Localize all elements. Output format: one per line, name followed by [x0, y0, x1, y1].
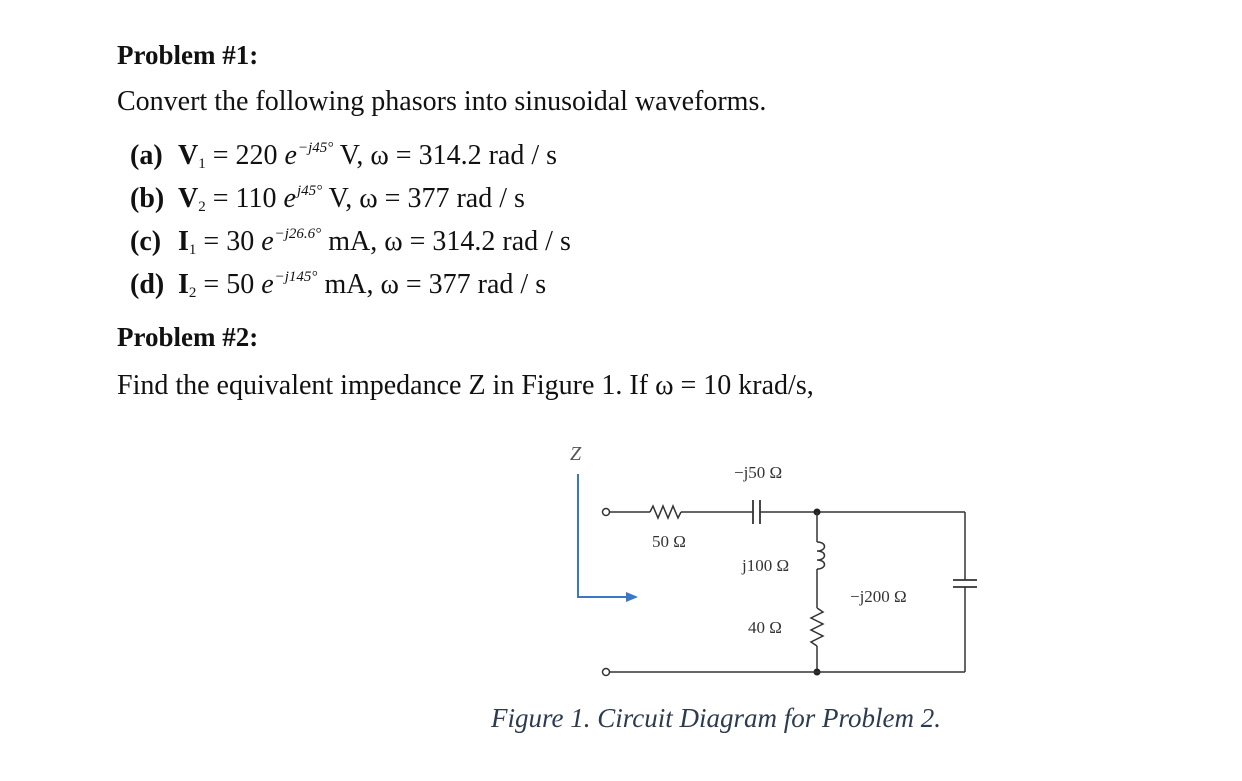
phasor-subscript: 1 — [188, 242, 197, 258]
problem2-heading: Problem #2: — [117, 322, 259, 352]
terminal-top — [603, 509, 610, 516]
phasor-subscript: 2 — [188, 285, 197, 301]
figure-caption: Figure 1. Circuit Diagram for Problem 2. — [491, 703, 941, 733]
phasor-magnitude: = 220 — [205, 140, 285, 171]
label-r-shunt: 40 Ω — [748, 618, 782, 637]
terminal-bottom — [603, 669, 610, 676]
phasor-angle: −j145° — [274, 269, 318, 285]
angular-frequency: ω = 314.2 rad / s — [384, 226, 571, 257]
phasor-magnitude: = 50 — [196, 269, 262, 300]
circuit-diagram — [560, 430, 1020, 690]
item-label: (a) — [130, 140, 163, 171]
phasor-unit: V, — [333, 140, 371, 171]
label-r-series: 50 Ω — [652, 532, 686, 551]
problem1-heading: Problem #1: — [117, 40, 259, 70]
angular-frequency: ω = 377 rad / s — [380, 269, 547, 300]
phasor-unit: mA, — [321, 226, 385, 257]
phasor-angle: −j45° — [297, 140, 334, 156]
phasor-subscript: 2 — [198, 199, 206, 215]
resistor-50-symbol — [650, 506, 681, 518]
phasor-magnitude: = 110 — [205, 183, 284, 214]
problem1-item — [130, 183, 525, 216]
label-cap-right: −j200 Ω — [850, 587, 907, 606]
z-label: Z — [570, 443, 582, 465]
item-label: (b) — [130, 183, 165, 214]
z-arrowhead — [626, 592, 638, 602]
phasor-angle: −j26.6° — [274, 226, 322, 242]
exp-base: e — [261, 226, 274, 257]
problem1-prompt: Convert the following phasors into sinusoidal waveforms. — [117, 86, 767, 117]
label-cap-top: −j50 Ω — [734, 463, 783, 482]
phasor-subscript: 1 — [198, 156, 206, 172]
label-inductor: j100 Ω — [742, 556, 790, 575]
z-arrow-line — [578, 474, 628, 597]
item-label: (d) — [130, 269, 165, 300]
exp-base: e — [284, 140, 297, 171]
phasor-unit: mA, — [317, 269, 381, 300]
problem2-prompt: Find the equivalent impedance Z in Figure 1. If ω = 10 krad/s, — [117, 370, 814, 401]
phasor-symbol: I — [178, 226, 189, 257]
phasor-symbol: V — [178, 183, 199, 214]
problem1-item — [130, 226, 571, 259]
resistor-40-symbol — [811, 608, 823, 646]
angular-frequency: ω = 314.2 rad / s — [370, 140, 558, 171]
exp-base: e — [283, 183, 296, 214]
problem1-item — [130, 269, 546, 302]
inductor-symbol — [817, 542, 825, 569]
item-label: (c) — [130, 226, 162, 257]
angular-frequency: ω = 377 rad / s — [359, 183, 525, 214]
phasor-unit: V, — [322, 183, 360, 214]
phasor-symbol: I — [178, 269, 189, 300]
problem1-item — [130, 140, 557, 173]
exp-base: e — [261, 269, 274, 300]
phasor-angle: j45° — [296, 183, 323, 199]
phasor-magnitude: = 30 — [196, 226, 262, 257]
phasor-symbol: V — [178, 140, 199, 171]
